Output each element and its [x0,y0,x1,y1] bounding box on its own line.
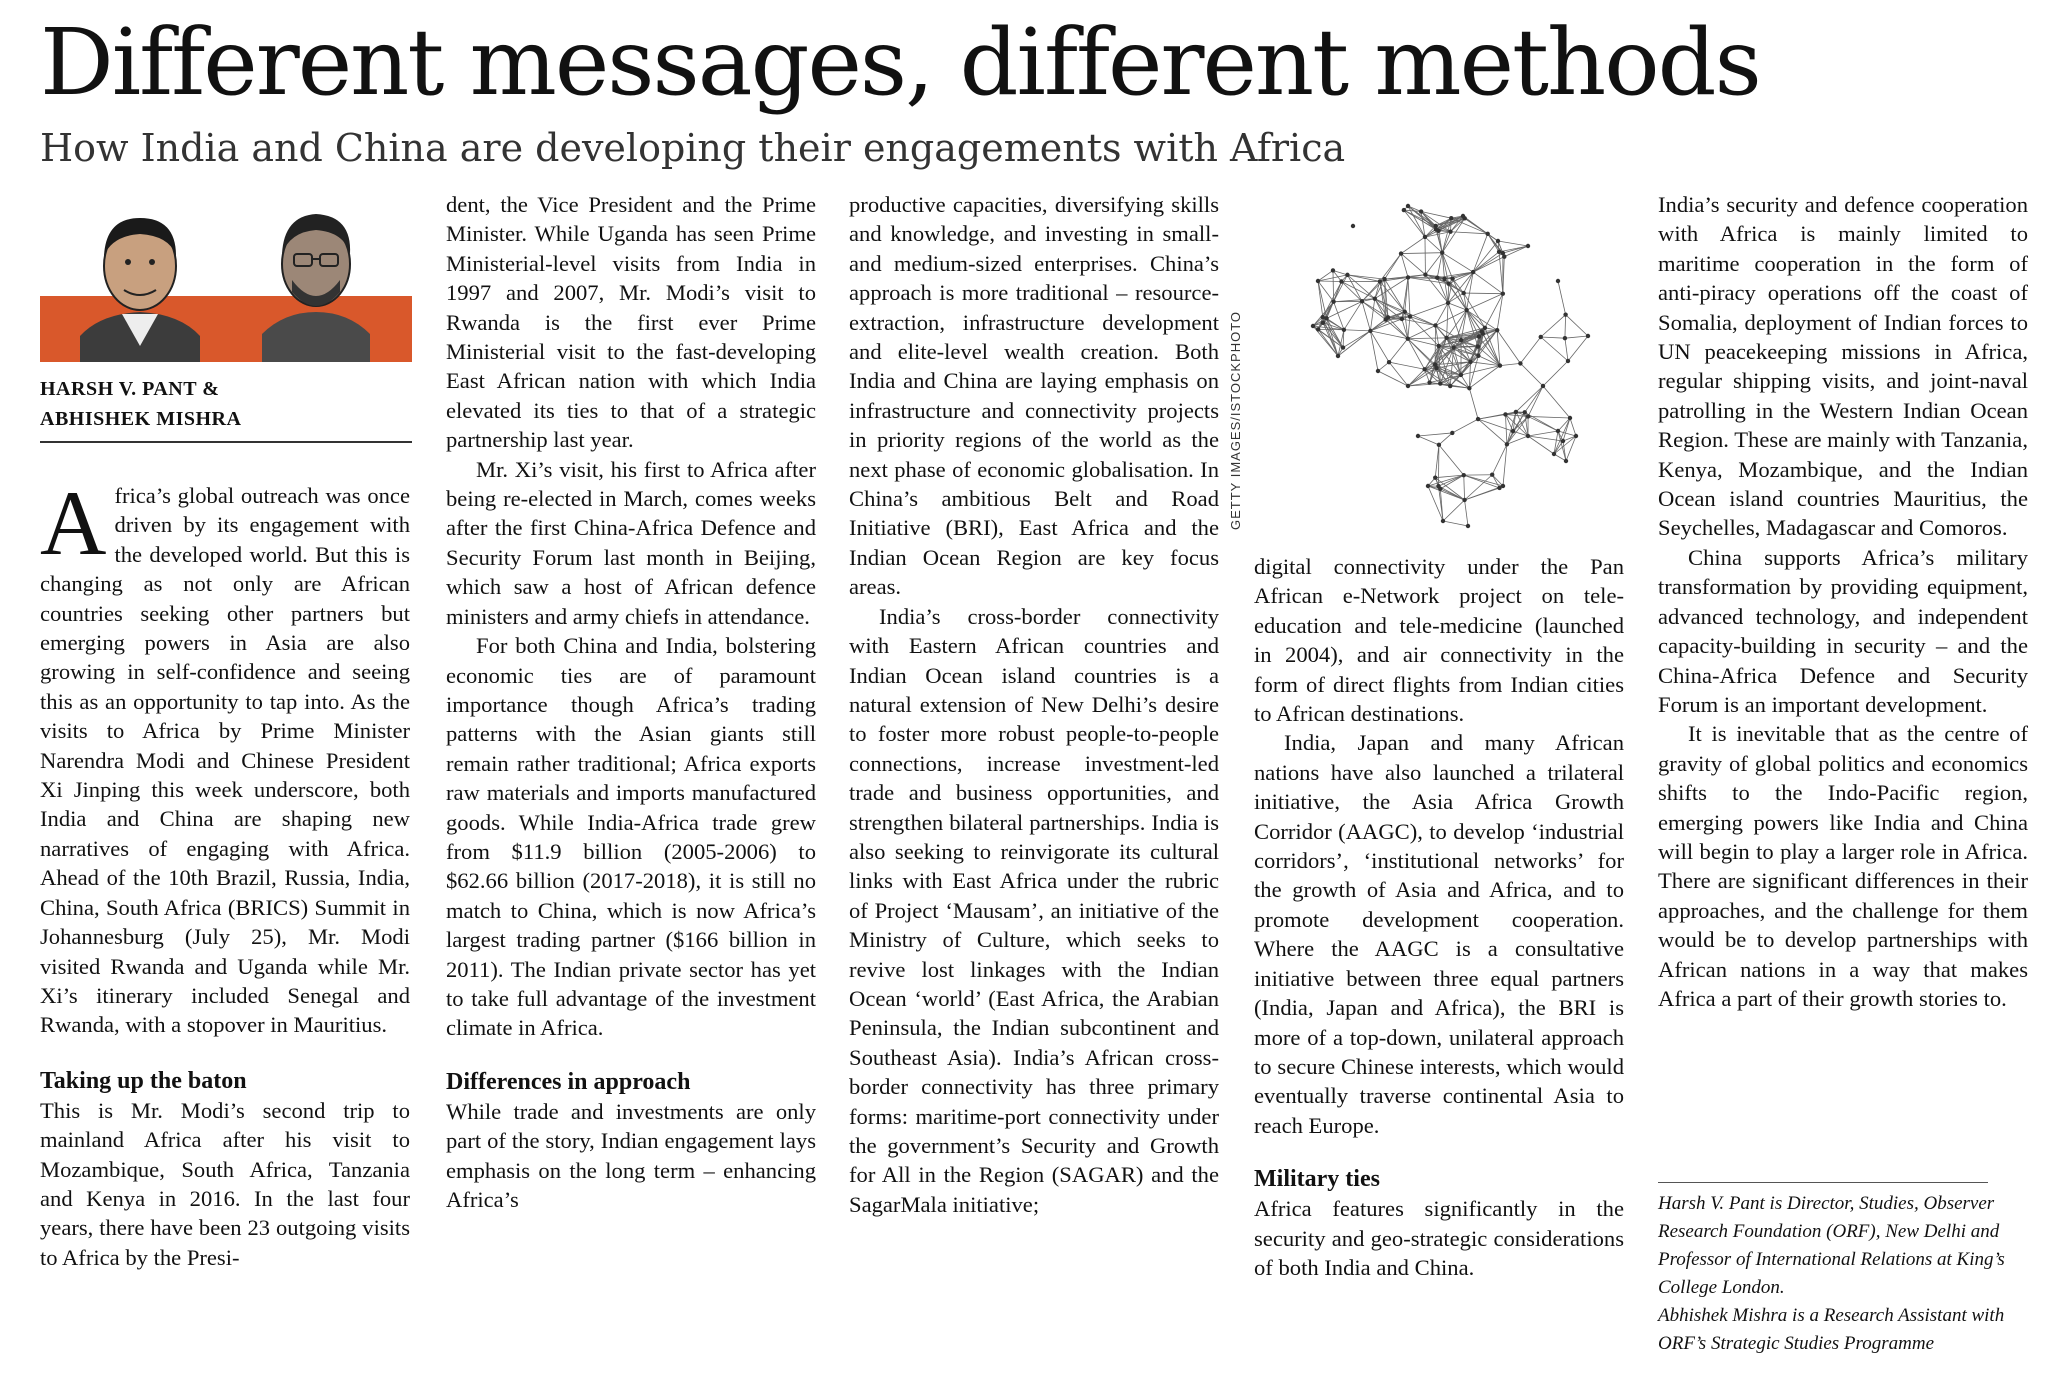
network-link [1380,254,1401,282]
network-node [1483,326,1487,330]
byline-author-1: HARSH V. PANT & [40,378,220,400]
column-4-paragraph-2: India, Japan and many African nations have also launched a trilateral initiative, the Asia Africa Growth Corridor (AAGC), to develop ‘industrial corridors’, ‘institutional networks’ for the growth of Asia and Africa, and to promote development cooperation. Where the AAGC is a consultative initiative between three equal partners (India, Japan and Africa), the BRI is more of a top-down, unilateral approach to secure Chinese interests, which would eventually traverse continental Asia to reach Europe. [1254,730,1624,1138]
column-5-paragraph-2: China supports Africa’s military transformation by providing equipment, advanced technology, and independent capacity-building in security – and the China-Africa Defence and Security Forum is an important development. [1658,544,2028,717]
column-2-paragraph-4: While trade and investments are only part of the story, Indian engagement lays emphasis on the long term – enhancing Africa’s [446,1098,816,1212]
network-node [1436,484,1440,488]
network-link [1323,282,1342,318]
network-node [1446,282,1450,286]
network-node [1449,216,1453,220]
network-link [1408,325,1436,338]
network-link [1525,386,1543,412]
network-node [1505,442,1509,446]
column-4-paragraph-1: digital connectivity under the Pan African e-Network project on tele-education and tele-medicine (launched in 2004), and air connectivity in the form of direct flights from Indian cities to African destinations. [1254,554,1624,727]
network-node [1324,316,1328,320]
network-link [1566,315,1588,336]
network-link [1558,431,1576,436]
network-node [1423,272,1427,276]
network-node [1511,429,1515,433]
network-node [1342,328,1346,332]
network-link [1565,336,1588,338]
network-link [1401,237,1425,254]
network-node [1539,335,1543,339]
network-link [1568,336,1588,361]
network-link [1408,338,1447,339]
network-node [1450,276,1454,280]
network-node [1331,268,1335,272]
author-note-rule [1658,1182,1988,1183]
headline: Different messages, different methods [40,9,1760,116]
network-node [1459,373,1463,377]
subheading-differences-in-approach: Differences in approach [446,1068,691,1095]
subheading-taking-up-the-baton: Taking up the baton [40,1067,247,1094]
network-node [1503,412,1507,416]
network-link [1528,436,1554,454]
network-link [1408,277,1410,316]
column-5-paragraph-3: It is inevitable that as the centre of gravity of global politics and economics shifts to the Indo-Pacific region, emerging powers like India and China will begin to play a larger role in Africa. There are significant differences in their approaches, and the challenge for them would be to develop partnerships with African nations in a way that makes Africa a part of their growth stories to. [1658,721,2028,1011]
network-link [1554,418,1570,454]
network-node [1442,277,1446,281]
column-2-paragraph-1: dent, the Vice President and the Prime Minister. While Uganda has seen Prime Ministerial-level visits from India in 1997 and 2007, Mr. Modi’s visit to Rwanda is the first ever Prime Ministerial visit to the fast-developing East African nation with which India elevated its ties to that of a strategic partnership last year. [446,192,816,453]
network-node [1459,338,1463,342]
network-link [1467,294,1503,310]
author-note [1658,1190,2028,1358]
network-node [1419,209,1423,213]
network-node [1423,235,1427,239]
network-link [1439,433,1452,445]
network-link [1528,431,1558,436]
network-node [1416,434,1420,438]
network-node [1433,475,1437,479]
network-link [1378,371,1408,386]
network-node [1463,216,1467,220]
network-node [1360,299,1364,303]
network-node [1345,273,1349,277]
network-link [1520,363,1543,386]
network-node [1467,386,1471,390]
network-link [1541,315,1566,337]
network-node [1541,384,1545,388]
network-link [1334,275,1348,302]
network-node [1406,384,1410,388]
network-link [1334,302,1344,330]
network-node [1526,434,1530,438]
network-node [1336,354,1340,358]
network-node [1373,296,1377,300]
article-column-2 [446,190,816,1214]
network-node [1437,443,1441,447]
network-node [1476,344,1480,348]
network-node [1556,429,1560,433]
network-link [1410,303,1448,317]
network-node [1378,279,1382,283]
network-link [1465,475,1493,500]
network-link [1401,253,1442,254]
network-link [1408,339,1439,346]
deck: How India and China are developing their engagements with Africa [40,126,1346,170]
africa-network-map-image [1258,186,1648,546]
network-link [1541,337,1565,338]
network-link [1543,361,1568,386]
network-link [1318,281,1341,282]
network-link [1386,320,1408,339]
network-link [1461,375,1469,388]
network-link [1418,433,1452,436]
network-node [1574,434,1578,438]
article-column-1 [40,472,410,1272]
network-node [1406,275,1410,279]
network-node [1586,334,1590,338]
network-node [1406,204,1410,208]
network-node [1563,312,1567,316]
subheading-military-ties: Military ties [1254,1166,1380,1193]
network-node [1376,369,1380,373]
network-node [1501,291,1505,295]
network-link [1565,338,1568,361]
network-node [1427,380,1431,384]
network-link [1343,331,1370,348]
network-node [1556,279,1560,283]
network-node [1341,345,1345,349]
network-node [1438,381,1442,385]
network-node [1331,300,1335,304]
byline-author-2: ABHISHEK MISHRA [40,408,242,430]
network-node [1444,336,1448,340]
network-node [1495,328,1499,332]
article-column-3 [849,190,1219,1219]
network-node [1476,417,1480,421]
drop-cap: A [40,472,107,574]
network-node [1446,301,1450,305]
network-link [1452,419,1478,433]
network-link [1389,339,1408,362]
network-link [1389,362,1425,369]
network-node [1448,230,1452,234]
network-link [1464,475,1465,500]
network-link [1473,272,1503,294]
network-node [1568,416,1572,420]
network-link [1344,330,1370,331]
network-link [1454,347,1478,348]
network-node [1502,254,1506,258]
network-link [1401,254,1408,278]
network-link [1467,272,1473,310]
network-link [1478,419,1507,444]
network-node [1351,224,1355,228]
network-link [1442,253,1473,272]
network-node [1437,344,1441,348]
photo-credit: GETTY IMAGES/ISTOCKPHOTO [1228,310,1243,530]
network-link [1570,418,1576,436]
author-note-pant: Harsh V. Pant is Director, Studies, Observer Research Foundation (ORF), New Delhi and Professor of International Relations at King’s College London. [1658,1193,2005,1298]
network-node [1523,410,1527,414]
network-link [1558,281,1566,315]
network-node [1480,329,1484,333]
author-portraits [40,196,412,362]
network-link [1467,310,1482,331]
network-node [1321,321,1325,325]
article-column-5 [1658,190,2028,1013]
network-link [1401,254,1425,275]
network-node [1382,277,1386,281]
column-5-paragraph-1: India’s security and defence cooperation with Africa is mainly limited to maritime cooperation in the form of anti-piracy operations off the coast of Somalia, deployment of Indian forces to UN peacekeeping missions in Africa, regular shipping visits, and joint-naval patrolling in the Western Indian Ocean Region. These are mainly with Tanzania, Kenya, Mozambique, and the Indian Ocean island countries Mauritius, the Seychelles, Madagascar and Comoros. [1658,192,2028,541]
network-node [1434,227,1438,231]
network-node [1316,327,1320,331]
network-link [1465,218,1488,233]
network-node [1386,315,1390,319]
network-node [1433,362,1437,366]
network-link [1478,347,1500,366]
network-node [1408,314,1412,318]
column-4-paragraph-3: Africa features significantly in the security and geo-strategic considerations of both India and China. [1254,1196,1624,1280]
network-node [1561,439,1565,443]
network-link [1528,436,1563,441]
network-link [1439,445,1464,475]
network-link [1347,275,1362,301]
network-node [1448,384,1452,388]
network-link [1500,363,1520,365]
network-node [1461,291,1465,295]
article-column-4 [1254,552,1624,1282]
network-link [1520,337,1540,363]
network-link [1478,419,1513,431]
network-link [1450,232,1487,234]
network-node [1564,459,1568,463]
network-node [1321,315,1325,319]
network-node [1464,308,1468,312]
column-1-paragraph-1: frica’s global outreach was once driven by its engagement with the developed world. But this is changing as not only are African countries seeking other partners but emerging powers in Asia are also growing in self-confidence and seeing this as an opportunity to tap into. As the visits to Africa by Prime Minister Narendra Modi and Chinese President Xi Jinping this week underscore, both India and China are shaping new narratives of engaging with Africa. Ahead of the 10th Brazil, Russia, India, China, South Africa (BRICS) Summit in Johannesburg (July 25), Mr. Modi visited Rwanda and Uganda while Mr. Xi’s itinerary included Senegal and Rwanda, with a stopover in Mauritius. [40,483,410,1038]
network-node [1426,484,1430,488]
network-node [1468,360,1472,364]
network-link [1565,315,1566,338]
network-node [1462,473,1466,477]
column-3-paragraph-1: productive capacities, diversifying skills and knowledge, and investing in small- and medium-sized enterprises. China’s approach is more traditional – resource-extraction, infrastructure development and elite-level wealth creation. Both India and China are laying emphasis on infrastructure and connectivity projects in priority regions of the world as the next phase of economic globalisation. In China’s ambitious Belt and Road Initiative (BRI), East Africa and the Indian Ocean Region are key focus areas. [849,192,1219,600]
network-link [1478,412,1516,419]
network-link [1528,386,1543,416]
network-link [1443,521,1468,526]
network-node [1498,363,1502,367]
network-node [1311,324,1315,328]
network-link [1469,388,1478,419]
network-node [1440,250,1444,254]
network-link [1408,339,1425,370]
network-node [1497,486,1501,490]
network-node [1477,334,1481,338]
network-node [1526,414,1530,418]
column-3-paragraph-2: India’s cross-border connectivity with Eastern African countries and Indian Ocean island countries is a natural extension of New Delhi’s desire to foster more robust people-to-people connections, increase investment-led trade and business opportunities, and strengthen bilateral partnerships. India is also seeking to reinvigorate its cultural links with East Africa under the rubric of Project ‘Mausam’, an initiative of the Ministry of Culture, which seeks to revive lost linkages with the Indian Ocean ‘world’ (East Africa, the Arabian Peninsula, the Indian subcontinent and Southeast Asia). India’s African cross-border connectivity has three primary forms: maritime-port connectivity under the government’s Security and Growth for All in the Region (SAGAR) and the SagarMala initiative; [849,603,1219,1217]
network-link [1473,253,1503,272]
byline-divider [40,441,412,443]
network-link [1465,500,1468,526]
network-node [1339,279,1343,283]
network-node [1403,310,1407,314]
network-node [1497,250,1501,254]
network-node [1450,431,1454,435]
network-node [1466,524,1470,528]
network-node [1435,276,1439,280]
network-node [1462,498,1466,502]
network-node [1496,239,1500,243]
network-link [1499,246,1528,252]
network-link [1543,386,1570,418]
network-node [1490,473,1494,477]
network-node [1563,336,1567,340]
network-link [1370,299,1374,331]
byline [40,374,241,434]
column-2-paragraph-3: For both China and India, bolstering economic ties are of paramount importance though Africa’s trading patterns with the Asian giants still remain rather traditional; Africa exports raw materials and imports manufactured goods. While India-Africa trade grew from $11.9 billion (2005-2006) to $62.66 billion (2017-2018), it is still no match to China, which is now Africa’s largest trading partner ($166 billion in 2011). The Indian private sector has yet to take full advantage of the investment climate in Africa. [446,633,816,1041]
network-node [1518,361,1522,365]
network-node [1433,323,1437,327]
network-node [1566,359,1570,363]
network-node [1451,345,1455,349]
column-1-paragraph-2: This is Mr. Modi’s second trip to mainland Africa after his visit to Mozambique, South Africa, Tanzania and Kenya in 2016. In the last four years, there have been 23 outgoing visits to Africa by the Presi- [40,1097,410,1270]
network-link [1418,436,1439,445]
network-node [1526,244,1530,248]
network-node [1368,329,1372,333]
network-node [1476,354,1480,358]
network-node [1316,279,1320,283]
author-note-mishra: Abhishek Mishra is a Research Assistant with ORF’s Strategic Studies Programme [1658,1305,2005,1354]
network-link [1443,500,1465,521]
network-link [1465,488,1500,500]
network-node [1399,251,1403,255]
network-link [1448,284,1449,303]
network-link [1482,331,1500,365]
network-node [1485,232,1489,236]
column-2-paragraph-2: Mr. Xi’s visit, his first to Africa after being re-elected in March, comes weeks after the first China-Africa Defence and Security Forum last month in Beijing, which saw a host of African defence ministers and army chiefs in attendance. [446,456,816,629]
network-node [1441,519,1445,523]
network-node [1422,367,1426,371]
network-link [1448,303,1461,340]
network-node [1406,336,1410,340]
network-link [1385,279,1405,312]
network-link [1473,241,1498,272]
network-node [1514,410,1518,414]
network-link [1516,386,1543,412]
network-node [1471,270,1475,274]
network-node [1400,317,1404,321]
network-link [1497,330,1520,363]
network-link [1541,337,1568,361]
network-link [1498,241,1528,246]
network-node [1387,360,1391,364]
network-node [1402,208,1406,212]
network-node [1552,452,1556,456]
